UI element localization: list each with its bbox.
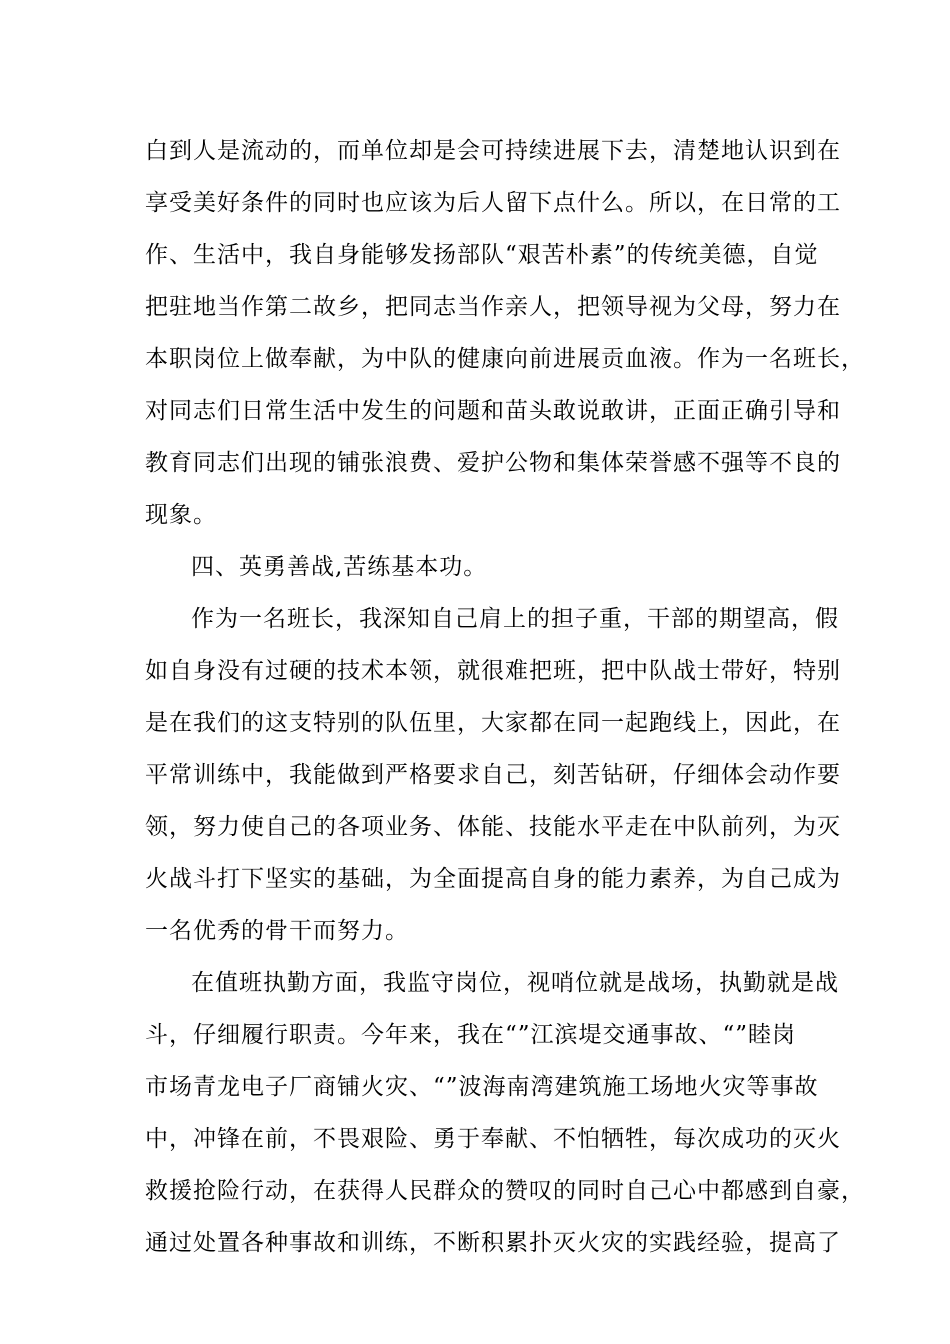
text-line: 如自身没有过硬的技术本领，就很难把班，把中队战士带好，特别 [145,658,841,684]
text-line: 市场青龙电子厂商铺火灾、“”波海南湾建筑施工场地火灾等事故 [145,1074,819,1100]
text-line: 救援抢险行动，在获得人民群众的赞叹的同时自己心中都感到自豪， [145,1178,865,1204]
text-line: 在值班执勤方面，我监守岗位，视哨位就是战场，执勤就是战 [191,970,839,996]
text-line: 领，努力使自己的各项业务、体能、技能水平走在中队前列，为灭 [145,814,841,840]
text-line: 享受美好条件的同时也应该为后人留下点什么。所以，在日常的工 [145,190,841,216]
text-line: 斗，仔细履行职责。今年来，我在“”江滨堤交通事故、“”睦岗 [145,1022,797,1048]
text-line: 火战斗打下坚实的基础，为全面提高自身的能力素养，为自己成为 [145,866,841,892]
text-line: 中，冲锋在前，不畏艰险、勇于奉献、不怕牺牲，每次成功的灭火 [145,1126,841,1152]
text-line: 通过处置各种事故和训练，不断积累扑灭火灾的实践经验，提高了 [145,1230,841,1256]
text-line: 平常训练中，我能做到严格要求自己，刻苦钻研，仔细体会动作要 [145,762,841,788]
text-line: 教育同志们出现的铺张浪费、爱护公物和集体荣誉感不强等不良的 [145,450,841,476]
text-line: 现象。 [145,502,217,528]
text-line: 本职岗位上做奉献，为中队的健康向前进展贡血液。作为一名班长， [145,346,865,372]
text-line: 一名优秀的骨干而努力。 [145,918,409,944]
text-line: 把驻地当作第二故乡，把同志当作亲人，把领导视为父母，努力在 [145,294,841,320]
section-heading: 四、英勇善战,苦练基本功。 [191,554,488,580]
text-line: 作、生活中，我自身能够发扬部队“艰苦朴素”的传统美德，自觉 [145,242,819,268]
text-line: 是在我们的这支特别的队伍里，大家都在同一起跑线上，因此，在 [145,710,841,736]
body-text [145,129,865,1273]
text-line: 作为一名班长，我深知自己肩上的担子重，干部的期望高，假 [191,606,839,632]
text-line: 对同志们日常生活中发生的问题和苗头敢说敢讲，正面正确引导和 [145,398,841,424]
text-line: 白到人是流动的，而单位却是会可持续进展下去，清楚地认识到在 [145,138,841,164]
